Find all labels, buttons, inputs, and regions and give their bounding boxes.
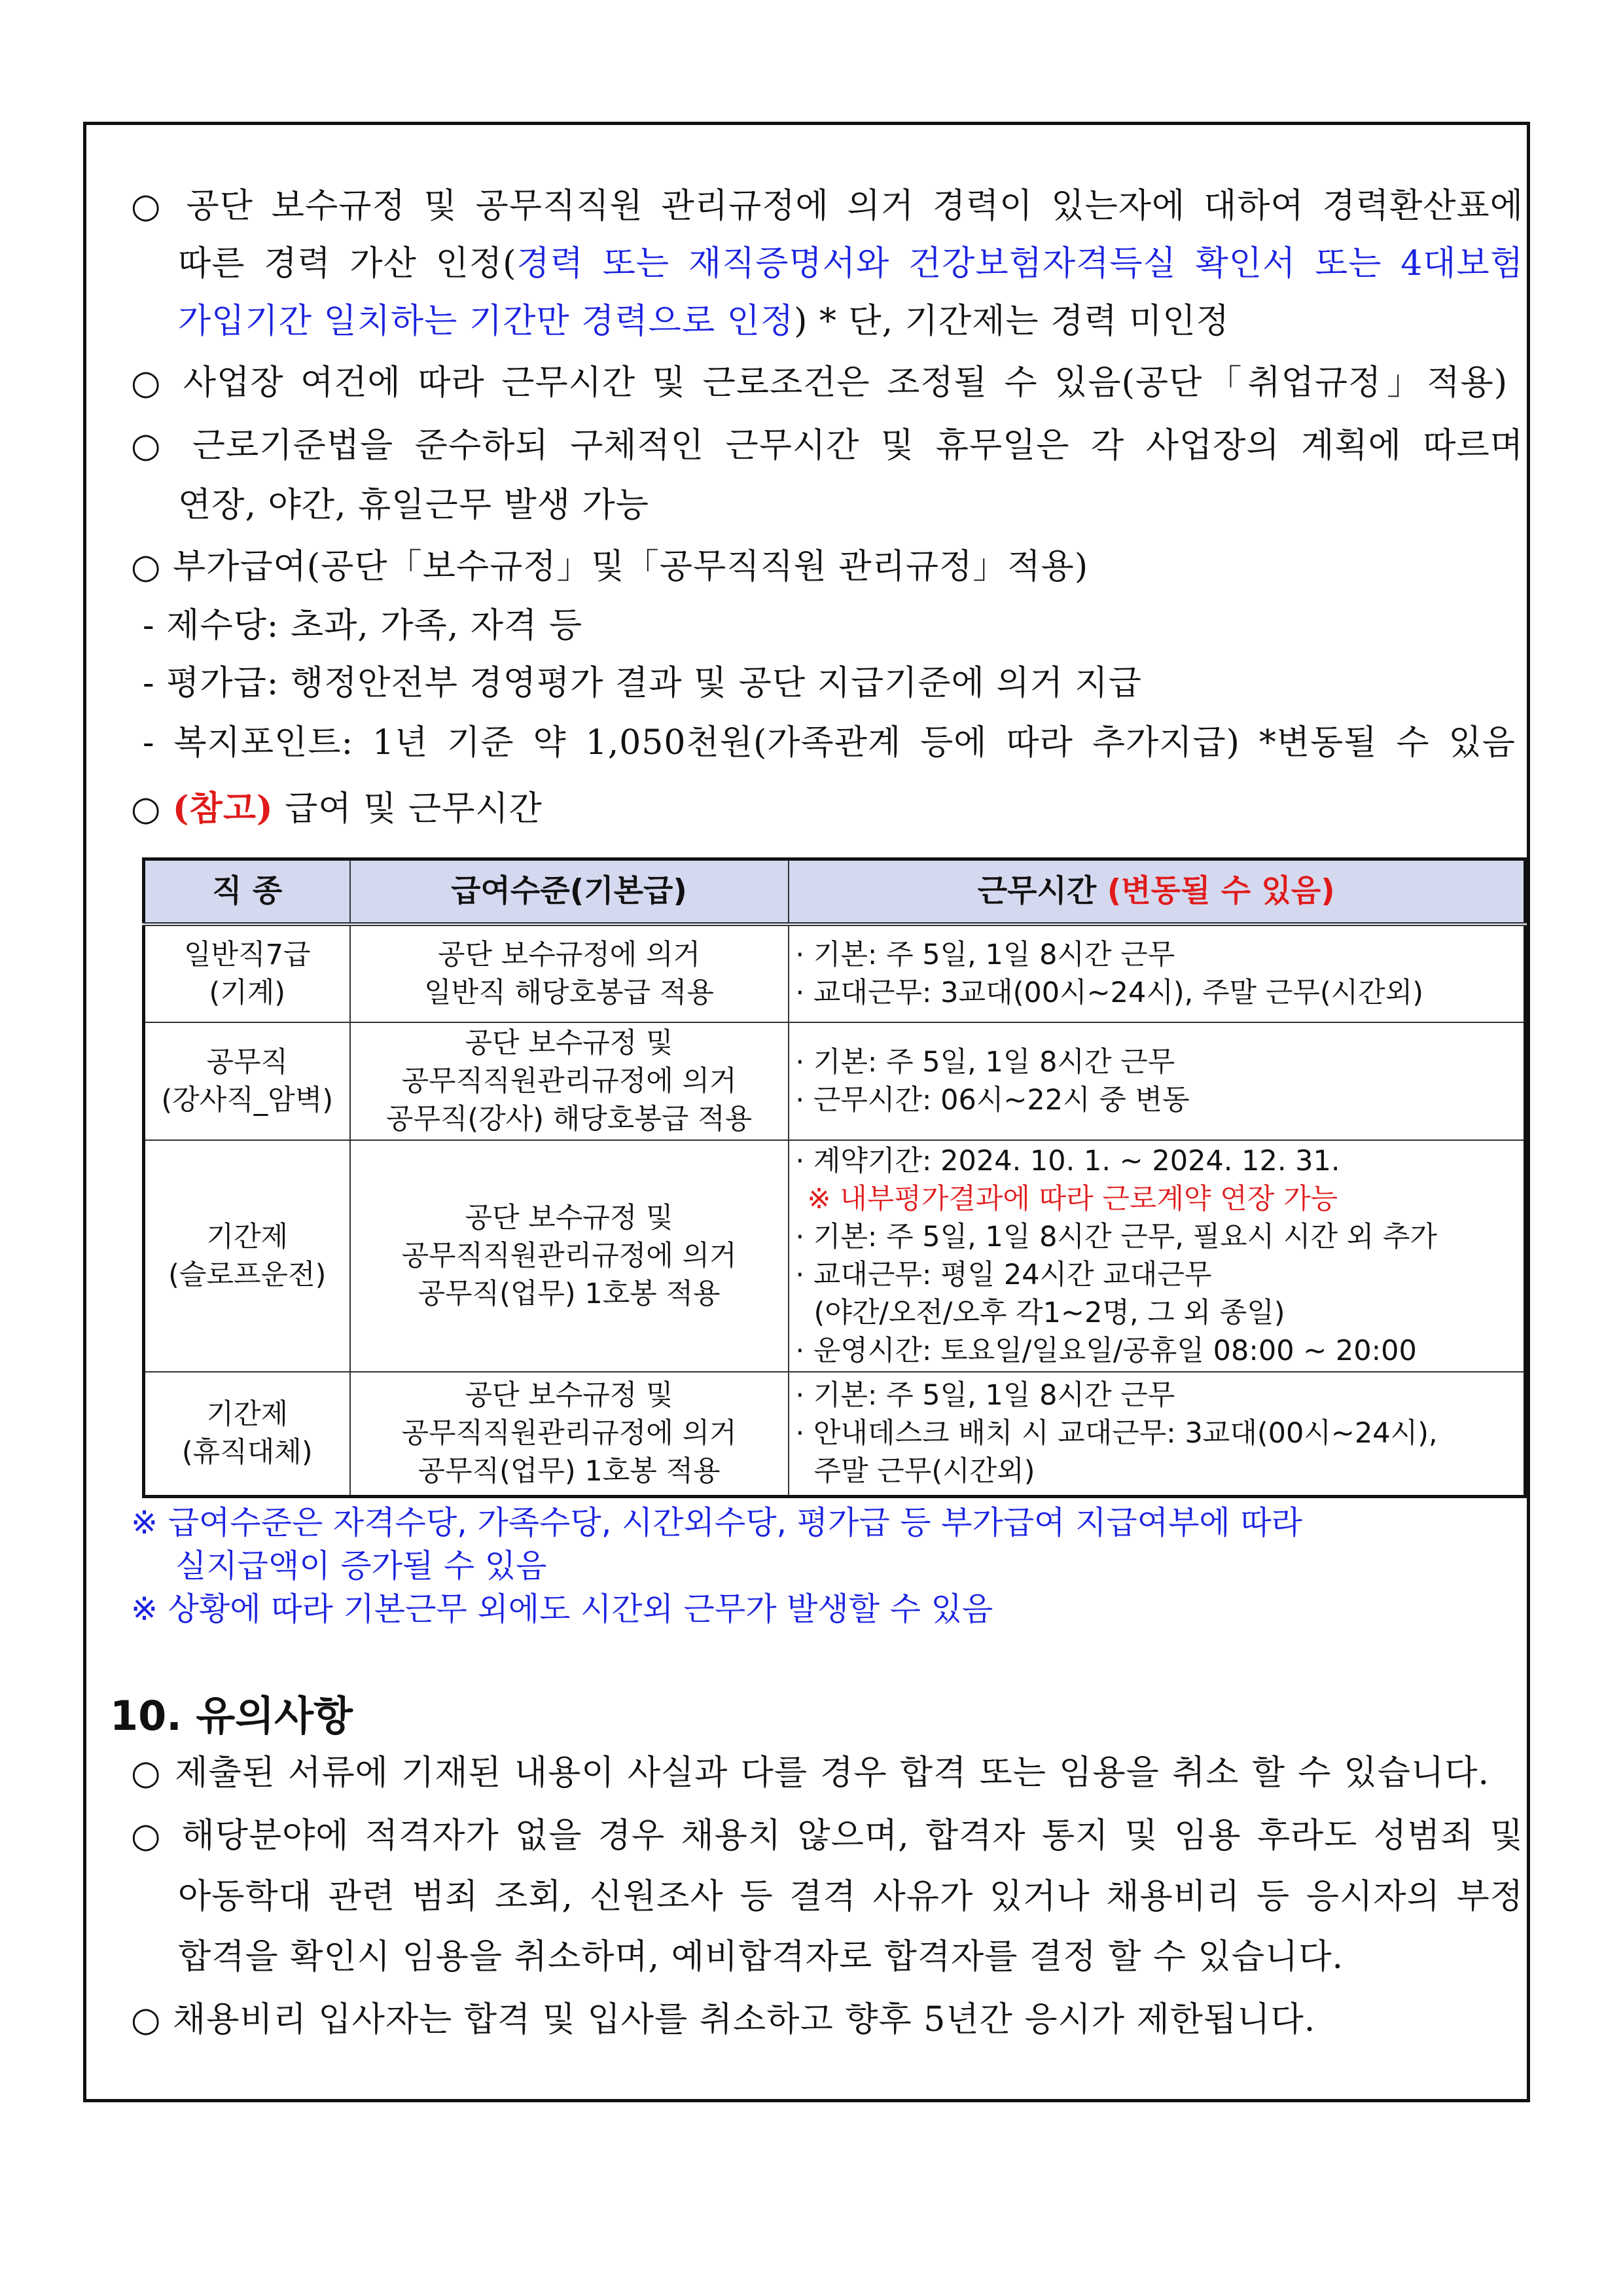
pay-line: 공단 보수규정에 의거 (437, 939, 701, 971)
reference-tag: (참고) (172, 789, 274, 829)
hours-line: · 기본: 주 5일, 1일 8시간 근무 (795, 1046, 1175, 1079)
cell-pay (350, 1022, 789, 1140)
table-row (144, 1140, 1525, 1372)
header-job-type: 직 종 (144, 859, 350, 925)
paragraph-work-conditions: ○ 사업장 여건에 따라 근무시간 및 근로조건은 조정될 수 있음(공단「취업규정」적용) (131, 363, 1508, 403)
job-name: 일반직7급 (183, 939, 311, 971)
pay-line: 공단 보수규정 및 (465, 1379, 673, 1412)
paragraph-career-line2 (178, 243, 1524, 285)
cell-hours (789, 1022, 1525, 1140)
hours-line: · 교대근무: 평일 24시간 교대근무 (795, 1259, 1212, 1291)
notice-disqualification-line2: 아동학대 관련 범죄 조회, 신원조사 등 결격 사유가 있거나 채용비리 등 응시자의 부정 (178, 1877, 1524, 1916)
hours-line: (야간/오전/오후 각1~2명, 그 외 종일) (813, 1297, 1285, 1329)
table-row (144, 1022, 1525, 1140)
career-text: 따른 경력 가산 인정( (178, 244, 517, 283)
table-row (144, 924, 1525, 1022)
pay-hours-table (142, 857, 1527, 1498)
cell-pay (350, 1140, 789, 1372)
notice-disqualification-line1: ○ 해당분야에 적격자가 없을 경우 채용치 않으며, 합격자 통지 및 임용 후라도 성범죄 및 (131, 1816, 1524, 1856)
pay-line: 공무직(업무) 1호봉 적용 (418, 1278, 721, 1310)
pay-line: 공무직(업무) 1호봉 적용 (418, 1455, 721, 1488)
cell-job (144, 1372, 350, 1496)
hours-line: · 교대근무: 3교대(00시~24시), 주말 근무(시간외) (795, 977, 1423, 1009)
paragraph-labor-law-line1: ○ 근로기준법을 준수하되 구체적인 근무시간 및 휴무일은 각 사업장의 계획에 따르며 (131, 426, 1524, 465)
hours-line: · 운영시간: 토요일/일요일/공휴일 08:00 ~ 20:00 (795, 1335, 1417, 1367)
cell-hours (789, 1372, 1525, 1496)
job-detail: (강사직_암벽) (161, 1084, 334, 1117)
header-work-hours-text: 근무시간 (977, 873, 1107, 909)
dash-welfare-points: - 복지포인트: 1년 기준 약 1,050천원(가족관계 등에 따라 추가지급) *변동될 수 있음 (143, 723, 1516, 762)
table-row (144, 1372, 1525, 1496)
hours-line: · 기본: 주 5일, 1일 8시간 근무 (795, 939, 1175, 971)
notice-recruitment-fraud: ○ 채용비리 입사자는 합격 및 입사를 취소하고 향후 5년간 응시가 제한됩니다. (131, 2000, 1316, 2039)
header-work-hours-note: (변동될 수 있음) (1107, 873, 1335, 909)
pay-line: 공무직(강사) 해당호봉급 적용 (385, 1103, 753, 1136)
hours-line: · 근무시간: 06시~22시 중 변동 (795, 1084, 1190, 1117)
cell-pay (350, 1372, 789, 1496)
hours-line: · 계약기간: 2024. 10. 1. ~ 2024. 12. 31. (795, 1145, 1340, 1177)
dash-evaluation-pay: - 평가급: 행정안전부 경영평가 결과 및 공단 지급기준에 의거 지급 (143, 664, 1142, 703)
dash-allowance: - 제수당: 초과, 가족, 자격 등 (143, 606, 583, 645)
header-pay-level: 급여수준(기본급) (350, 859, 789, 925)
cell-pay (350, 924, 789, 1022)
career-exception-text: ) * 단, 기간제는 경력 미인정 (794, 302, 1230, 341)
note-pay-level-line2: 실지급액이 증가될 수 있음 (175, 1547, 547, 1585)
job-detail: (기계) (209, 977, 286, 1009)
paragraph-career-line1: ○ 공단 보수규정 및 공무직직원 관리규정에 의거 경력이 있는자에 대하여 경력환산표에 (131, 187, 1524, 226)
career-condition-text-2: 가입기간 일치하는 기간만 경력으로 인정 (178, 302, 794, 341)
paragraph-career-line3 (178, 300, 1524, 342)
pay-line: 일반직 해당호봉급 적용 (424, 977, 714, 1009)
job-name: 기간제 (206, 1221, 289, 1253)
job-detail: (슬로프운전) (168, 1259, 327, 1291)
paragraph-extra-pay: ○ 부가급여(공단「보수규정」및「공무직직원 관리규정」적용) (131, 547, 1089, 586)
pay-line: 공단 보수규정 및 (465, 1202, 673, 1234)
job-detail: (휴직대체) (181, 1436, 313, 1469)
hours-line: · 기본: 주 5일, 1일 8시간 근무, 필요시 시간 외 추가 (795, 1221, 1437, 1253)
notice-disqualification-line3: 합격을 확인시 임용을 취소하며, 예비합격자로 합격자를 결정 할 수 있습니다. (178, 1937, 1344, 1977)
hours-line: · 기본: 주 5일, 1일 8시간 근무 (795, 1379, 1175, 1412)
bullet-circle: ○ (131, 789, 173, 829)
paragraph-reference (131, 788, 916, 830)
note-overtime: ※ 상황에 따라 기본근무 외에도 시간외 근무가 발생할 수 있음 (131, 1590, 993, 1628)
reference-title: 급여 및 근무시간 (273, 789, 543, 829)
paragraph-labor-law-line2: 연장, 야간, 휴일근무 발생 가능 (178, 486, 649, 525)
cell-job (144, 924, 350, 1022)
header-work-hours (789, 859, 1525, 925)
hours-line: 주말 근무(시간외) (813, 1455, 1035, 1488)
cell-hours (789, 924, 1525, 1022)
pay-line: 공무직직원관리규정에 의거 (401, 1240, 737, 1272)
cell-job (144, 1022, 350, 1140)
note-pay-level-line1: ※ 급여수준은 자격수당, 가족수당, 시간외수당, 평가급 등 부가급여 지급여부에 따라 (131, 1504, 1302, 1541)
job-name: 기간제 (206, 1398, 289, 1431)
job-name: 공무직 (206, 1046, 289, 1079)
table-header-row (144, 859, 1525, 925)
career-condition-text: 경력 또는 재직증명서와 건강보험자격득실 확인서 또는 4대보험 (516, 244, 1524, 283)
pay-line: 공단 보수규정 및 (465, 1027, 673, 1060)
pay-line: 공무직직원관리규정에 의거 (401, 1417, 737, 1450)
cell-job (144, 1140, 350, 1372)
contract-extension-note: ※ 내부평가결과에 따라 근로계약 연장 가능 (807, 1183, 1338, 1215)
section-10-title: 10. 유의사항 (110, 1692, 353, 1740)
hours-line: · 안내데스크 배치 시 교대근무: 3교대(00시~24시), (795, 1417, 1438, 1450)
pay-line: 공무직직원관리규정에 의거 (401, 1065, 737, 1098)
cell-hours (789, 1140, 1525, 1372)
notice-document-falsity: ○ 제출된 서류에 기재된 내용이 사실과 다를 경우 합격 또는 임용을 취소 할 수 있습니다. (131, 1753, 1489, 1793)
